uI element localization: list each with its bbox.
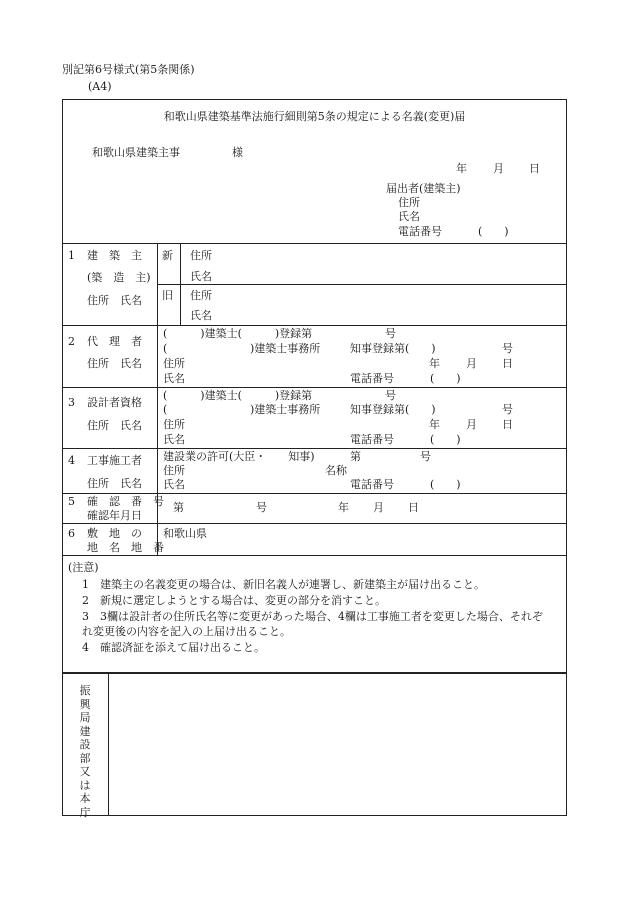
sec2-year: 年 bbox=[429, 357, 440, 370]
note-item: 4 確認済証を添えて届け出ること。 bbox=[82, 641, 265, 654]
sec1-old-name: 氏名 bbox=[190, 309, 212, 322]
sec2-phone: 電話番号 bbox=[350, 372, 394, 385]
sec2-num: 2 bbox=[68, 335, 75, 348]
sec2-line1-a: ( )建築士( )登録第 bbox=[163, 327, 313, 340]
sec3-title: 設計者資格 bbox=[87, 396, 142, 409]
notifier-phone: 電話番号 bbox=[398, 225, 442, 238]
note-item: 1 建築主の名義変更の場合は、新旧名義人が連署し、新建築主が届け出ること。 bbox=[82, 578, 485, 591]
sec4-address: 住所 bbox=[163, 464, 185, 477]
sec1-new-label: 新 bbox=[162, 249, 173, 262]
sec3-line1-a: ( )建築士( )登録第 bbox=[163, 389, 313, 402]
sec4-permit: 建設業の許可(大臣・ 知事) bbox=[163, 450, 315, 463]
addressee-suffix: 様 bbox=[232, 146, 243, 159]
sec1-label: 住所 氏名 bbox=[87, 294, 142, 307]
sec4-permit-go: 号 bbox=[420, 450, 431, 463]
sec2-day: 日 bbox=[502, 357, 513, 370]
sec3-year: 年 bbox=[429, 418, 440, 431]
sec3-line2-a: ( bbox=[163, 403, 168, 416]
sec2-label: 住所 氏名 bbox=[87, 357, 142, 370]
notifier-phone-paren: ( ) bbox=[478, 225, 509, 238]
notifier-heading: 届出者(建築主) bbox=[386, 182, 461, 195]
sec2-title: 代 理 者 bbox=[87, 335, 142, 348]
sec4-name: 氏名 bbox=[163, 478, 185, 491]
sec2-line2-b: )建築士事務所 bbox=[250, 342, 321, 355]
sec3-line2-b: )建築士事務所 bbox=[250, 403, 321, 416]
sec2-line2-a: ( bbox=[163, 342, 168, 355]
sec2-address: 住所 bbox=[163, 357, 185, 370]
sec2-line2-d: 号 bbox=[502, 342, 513, 355]
sec4-company: 名称 bbox=[325, 464, 347, 477]
sec1-old-label: 旧 bbox=[162, 289, 173, 302]
sec3-num: 3 bbox=[68, 396, 75, 409]
sec3-day: 日 bbox=[502, 418, 513, 431]
note-item: 3 3欄は設計者の住所氏名等に変更があった場合、4欄は工事施工者を変更した場合、それぞ bbox=[82, 610, 543, 623]
sec5-go: 号 bbox=[256, 501, 267, 514]
form-title: 和歌山県建築基準法施行細則第5条の規定による名義(変更)届 bbox=[163, 110, 466, 123]
sec1-subtitle: (築 造 主) bbox=[87, 271, 151, 284]
sec4-num: 4 bbox=[68, 454, 75, 467]
sec1-new-name: 氏名 bbox=[190, 270, 212, 283]
sec3-name: 氏名 bbox=[163, 433, 185, 446]
sec5-month: 月 bbox=[373, 501, 384, 514]
sec2-name: 氏名 bbox=[163, 372, 185, 385]
sec4-permit-no: 第 bbox=[350, 450, 361, 463]
sec3-address: 住所 bbox=[163, 418, 185, 431]
sec6-subtitle: 地 名 地 番 bbox=[87, 541, 164, 554]
sec4-label: 住所 氏名 bbox=[87, 477, 142, 490]
date-year: 年 bbox=[456, 162, 467, 175]
sec6-value: 和歌山県 bbox=[163, 527, 207, 540]
sec3-line1-b: 号 bbox=[385, 389, 396, 402]
sec6-title: 敷 地 の bbox=[87, 527, 142, 540]
addressee-name: 和歌山県建築主事 bbox=[92, 146, 180, 159]
notes-heading: (注意) bbox=[68, 561, 99, 574]
sec1-num: 1 bbox=[68, 249, 75, 262]
sec1-old-address: 住所 bbox=[190, 289, 212, 302]
sec2-phone-paren: ( ) bbox=[430, 372, 461, 385]
sec3-month: 月 bbox=[466, 418, 477, 431]
sec4-phone-paren: ( ) bbox=[430, 478, 461, 491]
sec3-label: 住所 氏名 bbox=[87, 419, 142, 432]
sec5-no: 第 bbox=[173, 501, 184, 514]
sec5-title: 確 認 番 号 bbox=[87, 495, 164, 508]
sec2-month: 月 bbox=[466, 357, 477, 370]
sec3-line2-c: 知事登録第( ) bbox=[350, 403, 436, 416]
date-month: 月 bbox=[493, 162, 504, 175]
sec1-title: 建 築 主 bbox=[87, 249, 142, 262]
sec3-phone: 電話番号 bbox=[350, 433, 394, 446]
sec5-year: 年 bbox=[338, 501, 349, 514]
office-box bbox=[62, 673, 567, 816]
notifier-address: 住所 bbox=[398, 196, 420, 209]
sec5-subtitle: 確認年月日 bbox=[87, 509, 142, 522]
sec2-line1-b: 号 bbox=[385, 327, 396, 340]
paper-size: (A4) bbox=[88, 80, 112, 93]
sec4-phone: 電話番号 bbox=[350, 478, 394, 491]
date-day: 日 bbox=[529, 162, 540, 175]
form-code: 別記第6号様式(第5条関係) bbox=[62, 63, 195, 76]
notifier-name: 氏名 bbox=[398, 210, 420, 223]
note-item: 2 新規に選定しようとする場合は、変更の部分を消すこと。 bbox=[82, 594, 386, 607]
note-item: れ変更後の内容を記入の上届け出ること。 bbox=[82, 625, 291, 638]
office-label: 振 興 局 建 設 部 又 は 本 庁 bbox=[79, 684, 91, 819]
sec2-line2-c: 知事登録第( ) bbox=[350, 342, 436, 355]
sec4-title: 工事施工者 bbox=[87, 454, 142, 467]
sec6-num: 6 bbox=[68, 527, 75, 540]
sec5-num: 5 bbox=[68, 495, 75, 508]
sec1-new-address: 住所 bbox=[190, 249, 212, 262]
sec3-line2-d: 号 bbox=[502, 403, 513, 416]
sec3-phone-paren: ( ) bbox=[430, 433, 461, 446]
sec5-day: 日 bbox=[408, 501, 419, 514]
